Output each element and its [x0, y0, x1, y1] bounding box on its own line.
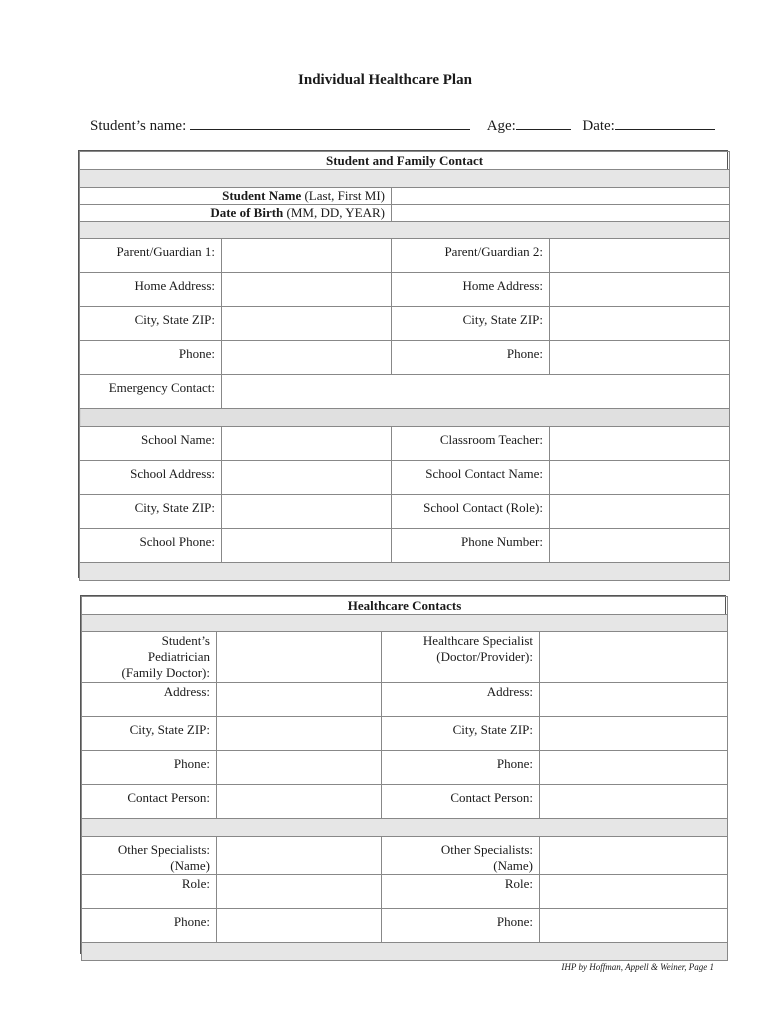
student-header-line [90, 115, 715, 135]
parent1-field[interactable] [222, 239, 392, 273]
home-address1-field[interactable] [222, 273, 392, 307]
school-address-label: School Address: [80, 461, 222, 495]
specialist-label: Healthcare Specialist (Doctor/Provider): [382, 632, 540, 683]
school-city-field[interactable] [222, 495, 392, 529]
other-phone1-label: Phone: [82, 909, 217, 943]
section-heading: Healthcare Contacts [82, 597, 728, 615]
school-contact-role-label: School Contact (Role): [392, 495, 550, 529]
phone1-field[interactable] [222, 341, 392, 375]
other-phone2-label: Phone: [382, 909, 540, 943]
school-name-label: School Name: [80, 427, 222, 461]
home-address2-label: Home Address: [392, 273, 550, 307]
document-title: Individual Healthcare Plan [298, 72, 472, 88]
school-city-label: City, State ZIP: [80, 495, 222, 529]
parent1-label: Parent/Guardian 1: [80, 239, 222, 273]
gray-separator [82, 943, 728, 961]
contact-person2-field[interactable] [540, 785, 728, 819]
phone1-label: Phone: [80, 341, 222, 375]
hc-phone2-field[interactable] [540, 751, 728, 785]
emergency-contact-field[interactable] [222, 375, 730, 409]
hc-city1-field[interactable] [217, 717, 382, 751]
city2-field[interactable] [550, 307, 730, 341]
page-footer: IHP by Hoffman, Appell & Weiner, Page 1 [561, 962, 714, 972]
other-specialists1-field[interactable] [217, 837, 382, 875]
hc-city2-field[interactable] [540, 717, 728, 751]
pediatrician-field[interactable] [217, 632, 382, 683]
role2-label: Role: [382, 875, 540, 909]
dob-label: Date of Birth (MM, DD, YEAR) [80, 205, 392, 222]
healthcare-contacts-section [80, 595, 726, 954]
school-contact-name-label: School Contact Name: [392, 461, 550, 495]
emergency-contact-label: Emergency Contact: [80, 375, 222, 409]
gray-separator [82, 615, 728, 632]
date-field[interactable] [615, 115, 715, 130]
section-heading: Student and Family Contact [80, 152, 730, 170]
address2-label: Address: [382, 683, 540, 717]
parent2-label: Parent/Guardian 2: [392, 239, 550, 273]
role2-field[interactable] [540, 875, 728, 909]
contact-person1-field[interactable] [217, 785, 382, 819]
other-specialists1-label: Other Specialists: (Name) [82, 837, 217, 875]
role1-label: Role: [82, 875, 217, 909]
dob-field[interactable] [392, 205, 730, 222]
other-specialists2-label: Other Specialists: (Name) [382, 837, 540, 875]
school-phone-label: School Phone: [80, 529, 222, 563]
other-specialists2-field[interactable] [540, 837, 728, 875]
hc-city1-label: City, State ZIP: [82, 717, 217, 751]
school-address-field[interactable] [222, 461, 392, 495]
students-name-label: Student’s name: [90, 118, 187, 134]
hc-city2-label: City, State ZIP: [382, 717, 540, 751]
classroom-teacher-field[interactable] [550, 427, 730, 461]
contact-person2-label: Contact Person: [382, 785, 540, 819]
students-name-field[interactable] [190, 115, 470, 130]
pediatrician-label: Student’s Pediatrician (Family Doctor): [82, 632, 217, 683]
address1-label: Address: [82, 683, 217, 717]
date-label: Date: [582, 118, 615, 134]
student-name-field[interactable] [392, 188, 730, 205]
hc-phone1-field[interactable] [217, 751, 382, 785]
hc-phone2-label: Phone: [382, 751, 540, 785]
other-phone2-field[interactable] [540, 909, 728, 943]
phone2-field[interactable] [550, 341, 730, 375]
school-name-field[interactable] [222, 427, 392, 461]
phone-number-label: Phone Number: [392, 529, 550, 563]
address1-field[interactable] [217, 683, 382, 717]
home-address2-field[interactable] [550, 273, 730, 307]
contact-person1-label: Contact Person: [82, 785, 217, 819]
phone-number-field[interactable] [550, 529, 730, 563]
hc-phone1-label: Phone: [82, 751, 217, 785]
gray-separator [80, 170, 730, 188]
age-label: Age: [486, 118, 516, 134]
student-family-contact-section [78, 150, 728, 578]
other-phone1-field[interactable] [217, 909, 382, 943]
specialist-field[interactable] [540, 632, 728, 683]
phone2-label: Phone: [392, 341, 550, 375]
city1-field[interactable] [222, 307, 392, 341]
city2-label: City, State ZIP: [392, 307, 550, 341]
school-phone-field[interactable] [222, 529, 392, 563]
dotted-separator [80, 409, 730, 427]
home-address1-label: Home Address: [80, 273, 222, 307]
role1-field[interactable] [217, 875, 382, 909]
gray-separator [80, 222, 730, 239]
student-name-label: Student Name (Last, First MI) [80, 188, 392, 205]
parent2-field[interactable] [550, 239, 730, 273]
address2-field[interactable] [540, 683, 728, 717]
school-contact-name-field[interactable] [550, 461, 730, 495]
gray-separator [80, 563, 730, 581]
school-contact-role-field[interactable] [550, 495, 730, 529]
classroom-teacher-label: Classroom Teacher: [392, 427, 550, 461]
gray-separator [82, 819, 728, 837]
city1-label: City, State ZIP: [80, 307, 222, 341]
age-field[interactable] [516, 115, 571, 130]
